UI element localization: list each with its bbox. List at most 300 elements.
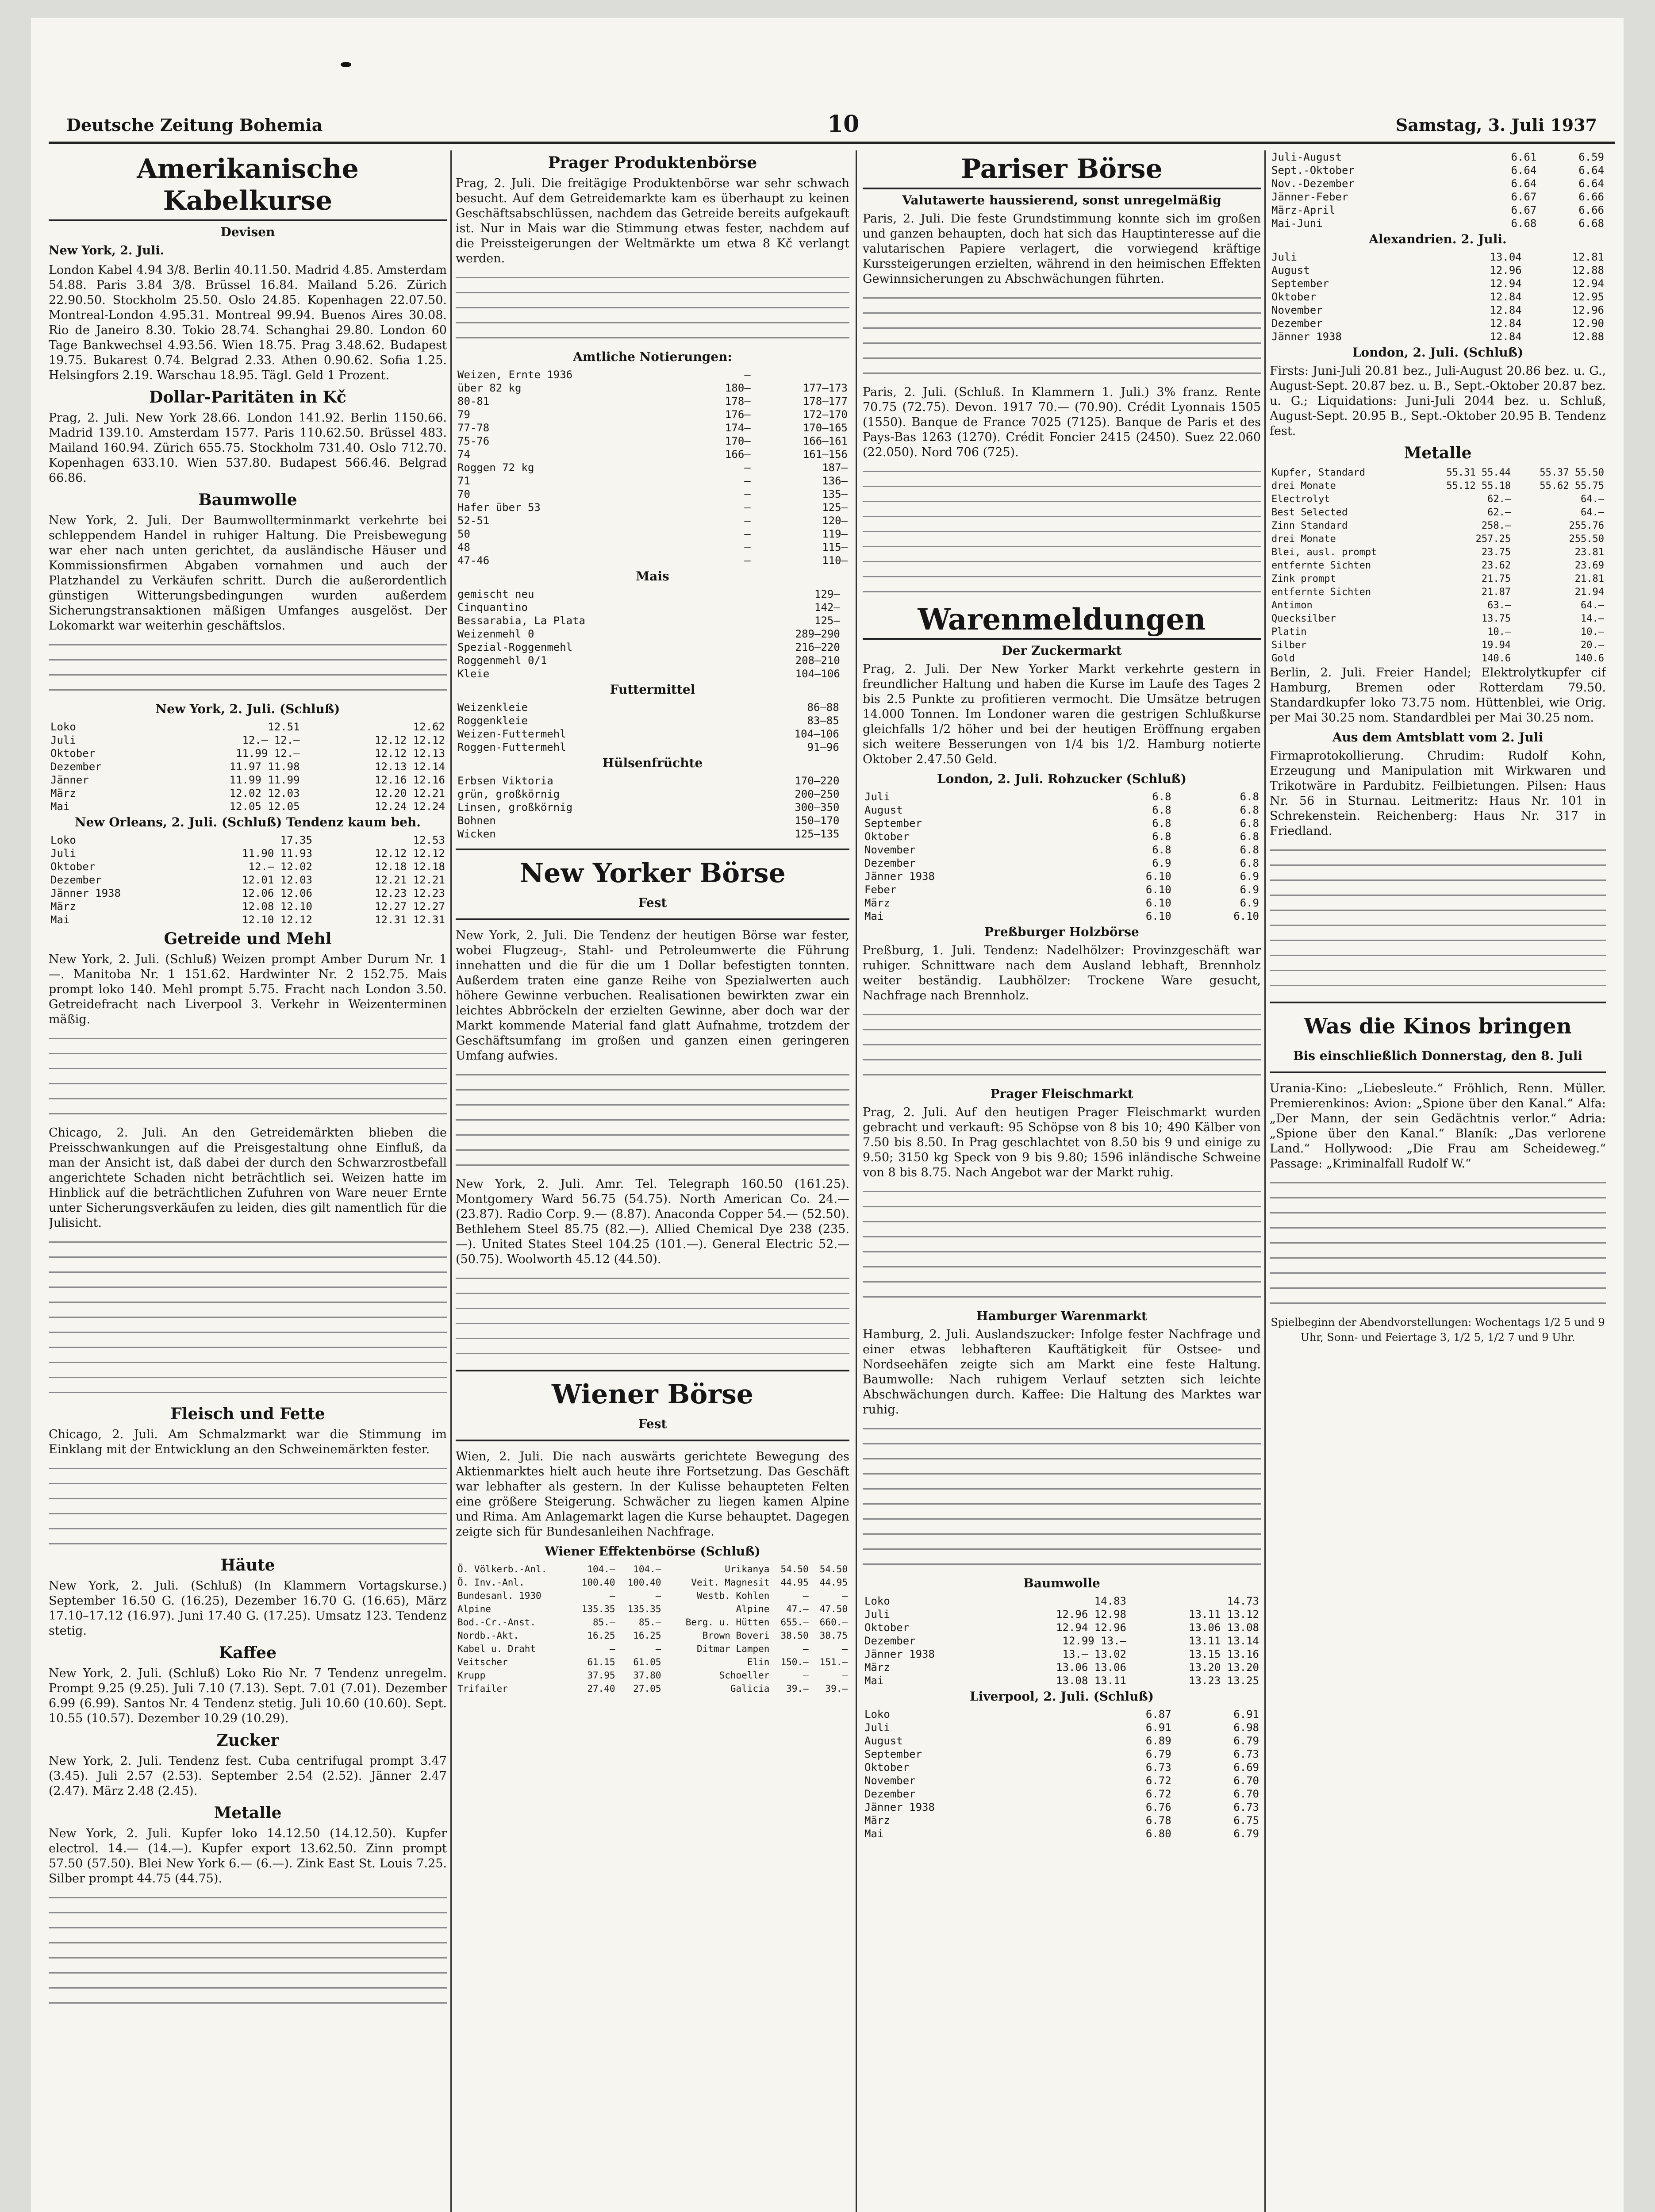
table-cell: drei Monate [1271,534,1336,545]
article-text: New York, 2. Juli. (Schluß) (In Klammern Vortagskurse.) September 16.50 G. (16.25), Dezember 16.70 G. (16.65), März 17.10–17.12 (16.97). Juni 17.40 G. (17.25). Umsatz 123. Tendenz stetig. [49,1579,447,1638]
table-cell: — [744,475,751,487]
table-title: London, 2. Juli. Rohzucker (Schluß) [937,772,1187,786]
subsection-title: Devisen [220,225,275,239]
newspaper-name: Deutsche Zeitung Bohemia [66,115,323,135]
table-cell: Juli-August [1271,151,1342,163]
table-cell: 170—165 [803,422,848,434]
table-row [1270,546,1606,559]
article-text: New York, 2. Juli. Der Baumwollterminmarkt verkehrte bei schleppendem Handel in ruhiger Haltung. Die Preisbewegung war eher nach unten gerichtet, da ausländische Häuser und Kommissionsfirmen Abgaben vornahmen und auch der Platzhandel zu Verkäufen schritt. Durch die außerordentlich günstigen Witterungsbedingungen wurden außerdem Sicherungstransaktionen mäßigen Umfanges ausgelöst. Der Lokomarkt war weiterhin geschäftslos. [49,514,447,633]
table-cell: 80-81 [457,395,490,407]
table-cell: 12.90 [1572,317,1604,330]
table-cell: 104—106 [795,668,840,680]
table-row [1270,190,1606,204]
table-cell: 6.98 [1233,1721,1259,1734]
column-4 [1270,150,1606,2212]
table-cell: 129— [814,588,840,600]
table-row [1270,652,1606,665]
table-row [456,488,849,501]
table-cell: 20.— [1581,640,1604,651]
section-box [456,1370,849,1441]
table-cell: August [864,804,903,816]
table-cell: 39.— [786,1683,809,1694]
table-cell: Juli [864,791,890,803]
table-cell: 17.35 [280,834,312,846]
table-row [1270,204,1606,217]
subsection-title: Prager Fleischmarkt [990,1087,1133,1101]
table-cell: 6.8 [1152,817,1171,830]
table-cell: 12.18 12.18 [375,860,445,873]
table-cell [842,627,849,641]
table-cell: — [842,1670,848,1681]
table-cell: 23.69 [1574,560,1604,571]
table-cell: Jänner 1938 [864,870,935,883]
table-row [863,1761,1261,1774]
table-row [456,714,849,727]
table-row [863,1787,1261,1801]
table-cell: Dezember [864,857,916,869]
table-cell: 13.06 13.08 [1189,1621,1259,1634]
table-cell: — [803,1590,809,1601]
table-cell: 12.— 12.02 [248,860,312,873]
table-row [456,827,849,841]
article-text: Prag, 2. Juli. New York 28.66. London 141.92. Berlin 1150.66. Madrid 139.10. Amsterdam 1577. Paris 110.62.50. Brüssel 483. Mailand 160.94. Zürich 655.75. Stockholm 731.40. Oslo 712.70. Kopenhagen 633.10. Wien 537.80. Budapest 566.46. Belgrad 66.86. [49,411,447,485]
table-cell: — [744,369,751,381]
table-row [1270,493,1606,506]
table-cell: 71 [457,475,470,487]
table-cell: 6.67 [1511,191,1537,203]
table-cell: 178—177 [803,395,848,407]
text-lines [863,1008,1261,1083]
table-cell [841,714,849,727]
table-row [863,1661,1261,1674]
table-cell: 6.8 [1240,804,1259,816]
table-cell: 12.99 13.— [1062,1635,1126,1647]
table-cell: — [803,1670,809,1681]
subsection-title: Preßburger Holzbörse [984,925,1139,939]
table-cell: drei Monate [1271,480,1336,492]
table-cell: 104.— [633,1564,661,1575]
table-cell: 6.59 [1578,151,1604,163]
table-cell: Erbsen Viktoria [457,775,553,787]
table-cell: 6.73 [1145,1761,1171,1774]
table-cell: 125— [814,614,840,627]
table-cell: Mai [50,914,70,926]
table-row [863,817,1261,830]
table-cell: Mai [864,1674,884,1687]
text-lines [863,291,1261,381]
table-cell: Loko [50,834,76,846]
text-lines [863,465,1261,600]
table-cell: 12.10 12.12 [242,914,312,926]
section-box [456,849,849,920]
section-title: Baumwolle [198,491,297,509]
subsection-title: Aus dem Amtsblatt vom 2. Juli [1332,730,1544,745]
table-title: Amtliche Notierungen: [573,349,732,364]
table-cell: 6.70 [1233,1774,1259,1787]
table-row [1270,317,1606,330]
table-row [49,847,447,860]
table-cell: 11.99 11.99 [229,774,300,786]
table-row [456,541,849,554]
table-row [1270,519,1606,533]
table-cell: Jänner 1938 [50,887,121,899]
table-row [1270,586,1606,599]
table-cell: Oktober [50,860,96,873]
table-row [1270,612,1606,626]
article-text: Chicago, 2. Juli. Am Schmalzmarkt war die Stimmung im Einklang mit der Entwicklung an den Schweinemärkten fester. [49,1428,447,1456]
table-cell: 6.73 [1233,1801,1259,1813]
table-cell: 12.94 [1572,277,1604,290]
table-cell: 37.95 [587,1670,615,1681]
table-cell: — [609,1644,615,1654]
table-cell: 120— [822,515,848,527]
table-cell: Bohnen [457,814,496,827]
table-row [49,720,447,733]
ink-blot [341,62,351,67]
quote-table [1270,466,1606,665]
section-title: Fleisch und Fette [170,1405,325,1423]
table-cell: März [50,787,76,799]
table-cell [753,368,849,381]
table-row [863,1634,1261,1647]
section-subtitle: Fest [638,1417,667,1431]
section-title: Metalle [214,1804,282,1822]
column-rule [450,150,452,2212]
section-title: Kaffee [219,1644,276,1662]
table-cell: 119— [822,528,848,540]
table-title: Mais [636,569,669,584]
table-cell: 136— [822,475,848,487]
column-1 [49,150,447,2212]
table-cell: 6.10 [1233,910,1259,922]
article-text: Prag, 2. Juli. Auf den heutigen Prager Fleischmarkt wurden gebracht und verkauft: 95 Schöpse von 8 bis 10; 490 Kälber von 7.50 bis 8.50. In Prag geschlachtet von 8.50 bis 9 und einige zu 9.50; 3150 kg Speck von 9 bis 9.80; 1596 inländische Schweine von 8 bis 8.75. Nach Angebot war der Markt ruhig. [863,1106,1261,1179]
table-title: Hülsenfrüchte [602,756,703,770]
table-cell: 12.84 [1490,330,1522,343]
table-cell: Antimon [1271,600,1313,611]
table-cell: 27.05 [633,1683,661,1694]
table-cell: 300—350 [795,801,840,814]
table-row [456,1642,849,1655]
table-cell: 85.— [592,1617,615,1628]
table-cell: 62.— [1487,494,1511,505]
table-cell: 10.— [1487,626,1511,637]
table-cell: 6.72 [1145,1788,1171,1800]
table-cell: 12.31 12.31 [375,914,445,926]
table-cell [842,614,849,627]
table-cell: Wicken [457,828,496,840]
table-row [1270,572,1606,586]
table-cell: — [842,1644,848,1654]
table-row [456,421,849,434]
table-row [456,514,849,527]
table-row [456,554,849,567]
table-cell: 12.27 12.27 [375,900,445,913]
table-cell: 27.40 [587,1683,615,1694]
table-cell: 12.21 12.21 [375,874,445,886]
table-row [456,461,849,474]
table-row [456,1589,849,1602]
article-text: Wien, 2. Juli. Die nach auswärts gerichtete Bewegung des Aktienmarktes hielt auch heute ihre Fortsetzung. Das Geschäft war lebhafter als gestern. In der Kulisse behaupteten Felten eine größere Steigerung. Schwächer zu liegen kamen Alpine und Rima. Am Anlagemarkt lagen die Kurse behauptet. Dagegen zeigte sich für Bundesanleihen Nachfrage. [456,1450,849,1539]
quote-table [863,1594,1261,1687]
table-cell: Juli [864,1608,890,1621]
table-cell: 6.8 [1152,791,1171,803]
table-row [863,1647,1261,1661]
table-cell: 23.62 [1481,560,1511,571]
table-row [1270,506,1606,519]
table-cell: 6.72 [1145,1774,1171,1787]
quote-table [1270,250,1606,343]
table-row [49,747,447,760]
article-text: Urania-Kino: „Liebesleute.“ Fröhlich, Renn. Müller. Premierenkinos: Avion: „Spione über den Kanal.“ Alfa: „Der Mann, der sein Gedächtnis verlor.“ Adria: „Spione über den Kanal.“ Blaník: „Das verlorene Land.“ Hollywood: „Die Frau am Scheideweg.“ Passage: „Kriminalfall Rudolf W.“ [1270,1082,1606,1171]
table-row [49,733,447,747]
table-row [456,368,849,381]
table-row [1270,559,1606,572]
table-cell: Jänner-Feber [1271,191,1348,203]
table-cell: 50 [457,528,470,540]
table-row [1270,480,1606,493]
footer-note: Spielbeginn der Abendvorstellungen: Wochentags 1/2 5 und 9 Uhr, Sonn- und Feiertage 3, 1/2 5, 1/2 7 und 9 Uhr. [1271,1316,1605,1344]
quote-table [456,701,849,754]
table-cell: Jänner [50,774,89,786]
table-cell: — [803,1644,809,1654]
table-cell: 6.91 [1145,1721,1171,1734]
section-title: Prager Produktenbörse [548,154,757,172]
issue-date: Samstag, 3. Juli 1937 [1395,115,1597,135]
table-cell: 39.— [825,1683,848,1694]
table-row [456,1655,849,1669]
table-row [456,527,849,541]
table-cell: Roggen 72 kg [457,461,534,474]
table-cell: Juli [1271,251,1297,263]
table-cell: 6.91 [1233,1708,1259,1720]
table-cell: 10.— [1581,626,1604,637]
section-title: Wiener Börse [552,1379,753,1410]
quote-table [456,774,849,841]
table-row [456,1682,849,1695]
table-cell: 12.16 12.16 [375,774,445,786]
table-cell: Juli [864,1721,890,1734]
section-subtitle: Bis einschließlich Donnerstag, den 8. Juli [1293,1048,1583,1063]
table-title: London, 2. Juli. (Schluß) [1352,345,1524,360]
table-cell: Dezember [50,760,102,773]
table-cell: 170— [725,435,751,447]
text-lines [456,1068,849,1173]
table-cell: 47.50 [819,1604,848,1614]
table-cell: 12.53 [413,834,445,846]
table-cell: 6.70 [1233,1788,1259,1800]
table-cell: 47.— [786,1604,809,1614]
table-cell: 13.08 13.11 [1056,1674,1126,1687]
table-cell: — [744,501,751,514]
article-text: Prag, 2. Juli. Die freitägige Produktenbörse war sehr schwach besucht. Auf dem Getreidemarkte kam es überhaupt zu keinen Geschäftsabschlüssen, nachdem das Getreide bereits aufgekauft ist. Nur in Mais war die Stimmung etwas fester, nachdem auf die Preissteigerungen der Weltmärkte um etwa 8 Kč verlangt werden. [456,177,849,265]
table-cell: 55.12 55.18 [1446,480,1511,492]
table-cell: Oktober [864,1761,910,1774]
table-row [456,727,849,741]
table-cell: 13.11 13.12 [1189,1608,1259,1621]
table-row [456,1602,849,1616]
table-cell: 125— [822,501,848,514]
text-lines [49,1891,447,2011]
text-lines [863,1185,1261,1305]
table-cell: 6.10 [1145,883,1171,896]
article-text: New York, 2. Juli. Die Tendenz der heutigen Börse war fester, wobei Flugzeug-, Stahl- und Petroleumwerte die Führung innehatten und die für die um 1 Dollar befestigten tonnten. Außerdem traten eine ganze Reihe von Spezialwerten auch höhere Gewinne verbuchen. Realisationen bewirkten zwar ein leichtes Abbröckeln der erzielten Gewinne, aber doch war der Markt kommende Material fand glatt Aufnahme, trotzdem der Geschäftsumfang im großen und ganzen einen geringeren Umfang aufwies. [456,929,849,1063]
table-cell: Loko [50,721,76,733]
newspaper-page [31,18,1624,2212]
page-number: 10 [827,111,860,138]
table-cell: Dezember [864,1788,916,1800]
table-cell [841,801,850,814]
table-row [863,856,1261,870]
table-cell: Kupfer, Standard [1271,467,1365,478]
text-lines [1270,1176,1606,1311]
table-cell: Veitscher [457,1657,508,1667]
table-title: Liverpool, 2. Juli. (Schluß) [970,1689,1154,1704]
table-cell: 177—173 [803,382,848,394]
table-cell: 6.68 [1511,217,1537,230]
table-cell: 289—290 [795,628,840,640]
table-cell: Roggenkleie [457,714,528,727]
table-cell: Galicia [730,1683,770,1694]
article-text: Berlin, 2. Juli. Freier Handel; Elektrolytkupfer cif Hamburg, Bremen oder Rotterdam 79.50. Standardkupfer loko 73.75 nom. Hüttenblei, wie Orig. per Mai 30.25 nom. Standardblei per Mai 30.25 nom. [1270,666,1606,725]
article-text: Prag, 2. Juli. Der New Yorker Markt verkehrte gestern in freundlicher Haltung und haben die Kurse im Laufe des Tages 2 bis 2.5 Punkte zu profitieren vermocht. Die Umsätze betrugen 14.000 Tonnen. Im Londoner waren die gestrigen Schlußkurse gleichfalls 1/2 höher und bei der heutigen Eröffnung ergaben sich weitere Besserungen von 1/4 bis 1/2. Hamburg notierte Oktober 2.47.50 Geld. [863,662,1261,766]
table-cell [841,774,850,787]
table-row [1270,330,1606,343]
table-cell: 12.88 [1572,330,1604,343]
table-cell: — [744,515,751,527]
table-row [49,787,447,800]
table-cell: 6.64 [1511,177,1537,190]
article-text: Firsts: Juni-Juli 20.81 bez., Juli-August 20.86 bez. u. G., August-Sept. 20.87 bez. u. B., Sept.-Oktober 20.87 bez. u. G.; Liquidations: Juni-Juli 2044 bez. u. Schluß, August-Sept. 20.95 B., Sept.-Oktober 20.95 B. Tendenz fest. [1270,364,1606,438]
table-cell: 170—220 [795,775,840,787]
subsection-title: Der Zuckermarkt [1002,643,1122,658]
table-row [456,801,849,814]
table-cell: Dezember [50,874,102,886]
table-cell: 150—170 [795,814,840,827]
table-cell: März [864,1661,890,1674]
table-row [863,1594,1261,1608]
article-text: New York, 2. Juli. Tendenz fest. Cuba centrifugal prompt 3.47 (3.45). Juli 2.57 (2.53). September 2.54 (2.52). Jänner 2.47 (2.47). März 2.48 (2.45). [49,1754,447,1798]
table-cell: August [864,1735,903,1747]
quote-table [49,720,447,813]
table-title: Futtermittel [610,682,695,697]
table-row [456,1576,849,1589]
table-cell: Electrolyt [1271,494,1330,505]
article-text: New York, 2. Juli. Kupfer loko 14.12.50 (14.12.50). Kupfer electrol. 14.— (14.—). Kupfer export 13.62.50. Zinn prompt 57.50 (57.50). Blei New York 6.— (6.—). Zink East St. Louis 7.25. Silber prompt 44.75 (44.75). [49,1827,447,1886]
table-cell [841,814,850,827]
table-row [1270,277,1606,290]
column-rule [1264,150,1266,2212]
table-row [1270,264,1606,277]
table-cell: 104.— [587,1564,615,1575]
table-cell: 208—210 [795,654,840,667]
article-text: New York, 2. Juli. (Schluß) Loko Rio Nr. 7 Tendenz unregelm. Prompt 9.25 (9.25). Juli 7.10 (7.13). Sept. 7.01 (7.01). Dezember 6.99 (6.99). Santos Nr. 4 Tendenz stetig. Juli 10.60 (10.60). Sept. 10.55 (10.57). Dezember 10.29 (10.29). [49,1667,447,1725]
table-cell: 79 [457,408,470,421]
table-cell: Westb. Kohlen [697,1590,770,1601]
quote-table [456,588,849,680]
section-title: Dollar-Paritäten in Kč [149,388,346,407]
table-cell: 6.10 [1145,870,1171,883]
table-cell: 135.35 [627,1604,661,1614]
table-row [456,381,849,395]
table-cell: 70 [457,488,470,500]
table-row [1270,303,1606,317]
table-cell: 12.08 12.10 [242,900,312,913]
table-cell: 110— [822,554,848,567]
table-row [456,627,849,641]
table-cell: 61.15 [587,1657,615,1667]
quote-table [1270,150,1606,230]
table-cell: November [1271,304,1323,316]
table-cell: März-April [1271,204,1336,216]
table-cell: Oktober [864,830,910,843]
table-cell: 12.— 12.— [242,734,300,746]
table-row [456,1616,849,1629]
section-title: Häute [220,1556,275,1575]
table-cell: 12.02 12.03 [229,787,300,799]
table-cell: 6.9 [1240,870,1259,883]
table-cell: Quecksilber [1271,613,1336,624]
table-row [1270,626,1606,639]
table-row [456,1629,849,1642]
table-cell: Sept.-Oktober [1271,164,1355,177]
table-row [456,1669,849,1682]
table-cell: 11.99 12.— [236,747,300,760]
table-row [456,654,849,667]
table-title: New York, 2. Juli. (Schluß) [155,702,340,716]
table-cell: 37.80 [633,1670,661,1681]
table-cell: 63.— [1487,600,1511,611]
table-title: Wiener Effektenbörse (Schluß) [545,1544,760,1559]
table-cell: 6.64 [1578,164,1604,177]
table-cell: 135.35 [581,1604,615,1614]
table-cell: 187— [822,461,848,474]
section-title: Warenmeldungen [863,603,1261,640]
section-title: Zucker [216,1731,279,1750]
table-row [1270,533,1606,546]
table-row [456,474,849,488]
table-cell: 6.80 [1145,1828,1171,1840]
table-cell: März [50,900,76,913]
table-cell: 6.79 [1233,1735,1259,1747]
table-cell: 12.84 [1490,291,1522,303]
table-cell: Nov.-Dezember [1271,177,1355,190]
table-cell: Ö. Völkerb.-Anl. [457,1564,547,1575]
table-row [863,1608,1261,1621]
table-cell: 6.76 [1145,1801,1171,1813]
table-cell: 44.95 [819,1577,848,1588]
table-cell: 660.— [819,1617,848,1628]
table-cell: September [864,1748,922,1760]
table-cell: — [744,488,751,500]
table-cell: 21.81 [1574,573,1604,584]
table-cell: 21.75 [1481,573,1511,584]
table-cell: 11.90 11.93 [242,847,312,860]
table-cell: 62.— [1487,507,1511,518]
table-cell: 74 [457,448,470,461]
table-cell: 6.10 [1145,897,1171,909]
table-cell: 6.8 [1240,857,1259,869]
table-cell: 6.8 [1152,844,1171,856]
table-cell: 55.37 55.50 [1540,467,1604,478]
table-row [863,1774,1261,1787]
table-cell: 48 [457,541,470,553]
table-cell: November [864,1774,916,1787]
table-cell: Bod.-Cr.-Anst. [457,1617,536,1628]
table-cell [842,654,849,667]
table-cell: 44.95 [780,1577,809,1588]
table-row [1270,599,1606,612]
table-cell: Berg. u. Hütten [685,1617,770,1628]
